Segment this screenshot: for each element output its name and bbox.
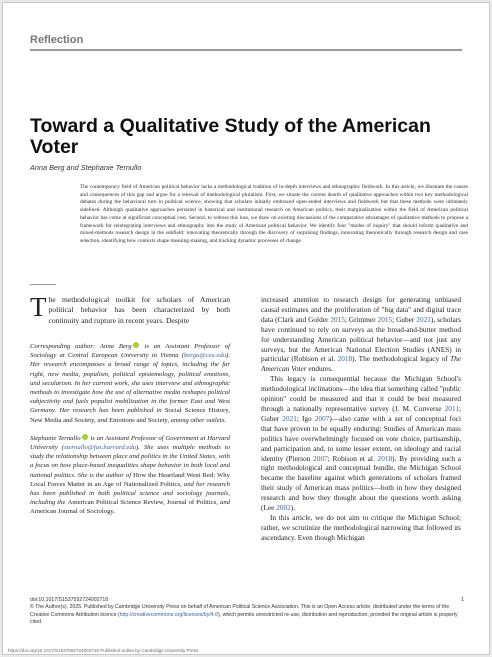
drop-cap: T — [30, 292, 47, 322]
email-link-ternullo[interactable]: sternullo@fas.harvard.edu — [63, 443, 137, 451]
article-authors: Anna Berg and Stephanie Ternullo — [30, 163, 142, 172]
doi-text: doi:10.1017/S1537592724002718 — [30, 597, 109, 603]
page-footer — [30, 597, 464, 626]
journals-ternullo: American Political Science Review, Journal of Politics, — [67, 499, 218, 507]
email-link-berg[interactable]: berga@ceu.edu — [183, 352, 227, 360]
citation-link[interactable]: 2018 — [377, 453, 393, 463]
body-paragraph-1: increased attention to research design for generating unbiased causal estimates and the proliferation of "big data" and digital trace data (Clark and Golder 2015; Grimmer 2015; Guber 2021), scholars have continued to rely on surveys as the bread-and-butter method for understanding American political behavior—and not just any surveys, but the American National Election Studies (ANES) in particular (Robison et al. 2018). The methodological legacy of The American Voter endures. — [261, 295, 461, 374]
citation-link[interactable]: 2018 — [337, 354, 353, 364]
article-page — [2, 2, 490, 655]
intro-paragraph — [30, 292, 230, 326]
citation-link[interactable]: 2007 — [314, 413, 330, 423]
author-bio-ternullo: Stephanie Ternullo is an Assistant Professor of Government at Harvard University (sternullo@fas.harvard.edu). She uses multiple methods to study the relationship between place and politics in the United States, with a focus on how place-based inequalities shape behavior in both local and national politics. She is the author of How the Heartland Went Red: Why Local Forces Matter in an Age of Nationalized Politics, and her research has been published in both political science and sociology journals, including the American Political Science Review, Journal of Politics, and American Journal of Sociology. — [30, 434, 230, 516]
body-paragraph-3: In this article, we do not aim to critique the Michigan School; rather, we scrutinize the methodological narrowing that followed its ascendancy. Even though Michigan — [261, 512, 461, 542]
citation-link[interactable]: 2002 — [276, 503, 291, 513]
citation-link[interactable]: 2021 — [416, 314, 431, 324]
journals-berg: Social Science History, New Media and Society, — [30, 407, 230, 424]
orcid-icon[interactable] — [82, 434, 88, 440]
license-link[interactable]: http://creativecommons.org/licenses/by/4.0 — [119, 611, 218, 618]
right-column — [261, 295, 461, 543]
citation-link[interactable]: 2015 — [330, 314, 345, 324]
author-bio-berg: Corresponding author: Anna Berg is an Assistant Professor of Sociology at Central European University in Vienna (berga@ceu.edu). Her research encompasses a broad range of topics, including the far right, new media, populism, political epistemology, political emotions, and secularism. In her current work, she uses interview and ethnographic methods to investigate how the use of alternative media reshapes political subjectivity and fuels populist mobilization in the former East and West Germany. Her research has been published in Social Science History, New Media and Society, and Emotions and Society, among other outlets. — [30, 342, 230, 424]
header-rule — [30, 49, 462, 51]
citation-link[interactable]: 2015 — [377, 314, 393, 324]
book-title: How the Heartland Went Red: Why Local Forces Matter in an Age of Nationalized Politics, — [30, 471, 230, 488]
orcid-icon[interactable] — [133, 342, 139, 348]
abstract: The contemporary field of American political behavior lacks a methodological tradition of in-depth interviews and ethnographic fieldwork. In this article, we illustrate the causes and consequences of this gap and argue for a renewal of methodological pluralism. First, we situate the current dearth of qualitative approaches within two key methodological debates during the behavioral turn in political science, showing that scholars initially embraced open-ended interviews and fieldwork but that these methods were ultimately sidelined. Although qualitative approaches persisted in historical and institutional research on American politics, their marginalization within the field of American political behavior has come at significant conceptual cost. Second, to redress this loss, we draw on existing discussions of the comparative advantages of qualitative methods to propose a framework for reintegrating interviews and ethnography into the study of American political behavior. We identify four "modes of inquiry" that should inform qualitative and mixed-methods research design in the subfield: innovating theoretically through the discovery of surprising findings, innovating theoretically through research design and case selection, identifying how contexts shape meaning-making, and tracking dynamic processes of change. — [80, 184, 468, 244]
publisher-doi-line: https://doi.org/10.1017/S1537592724002718 Published online by Cambridge University Press — [8, 648, 199, 653]
citation-link[interactable]: 2011 — [444, 403, 459, 413]
citation-link[interactable]: 2007 — [313, 453, 328, 463]
section-label: Reflection — [30, 34, 84, 46]
left-column — [30, 292, 230, 517]
bio-berg-lead: Corresponding author: Anna Berg — [30, 342, 132, 350]
citation-link[interactable]: 2021 — [282, 413, 297, 423]
body-paragraph-2: This legacy is consequential because the Michigan School's methodological inclinations—the idea that something called "public opinion" could be measured and that it could be best measured through a nationally representative survey (J. M. Converse 2011; Guber 2021; Igo 2007)—also came with a set of conceptual foci that have proven to be equally enduring: Studies of American mass politics have overwhelmingly focused on vote choice, partisanship, and participation and, to some lesser extent, on ideology and racial identity (Pierson 2007; Robison et al. 2018). By providing such a tight methodological and conceptual bundle, the Michigan School became the baseline against which generations of scholars framed their study of American mass politics—both in how they designed research and how they thought about the questions worth asking (Lee 2002). — [261, 374, 461, 513]
bio-ternullo-lead: Stephanie Ternullo — [30, 434, 81, 442]
book-reference: The American Voter — [261, 354, 461, 374]
article-title: Toward a Qualitative Study of the American Voter — [30, 115, 431, 158]
page-number: 1 — [461, 597, 464, 603]
license-notice: © The Author(s), 2025. Published by Cambridge University Press on behalf of American Political Science Association. This is an Open Access article, distributed under the terms of the Creative Commons Attribution licence (http://creativecommons.org/licenses/by/4.0), which permits unrestricted re-use, distribution and reproduction, provided the original article is properly cited. — [30, 604, 458, 625]
abstract-divider — [30, 284, 56, 285]
intro-text: he methodological toolkit for scholars of American political behavior has been characterized by both continuity and rupture in recent years. Despite — [48, 295, 230, 325]
